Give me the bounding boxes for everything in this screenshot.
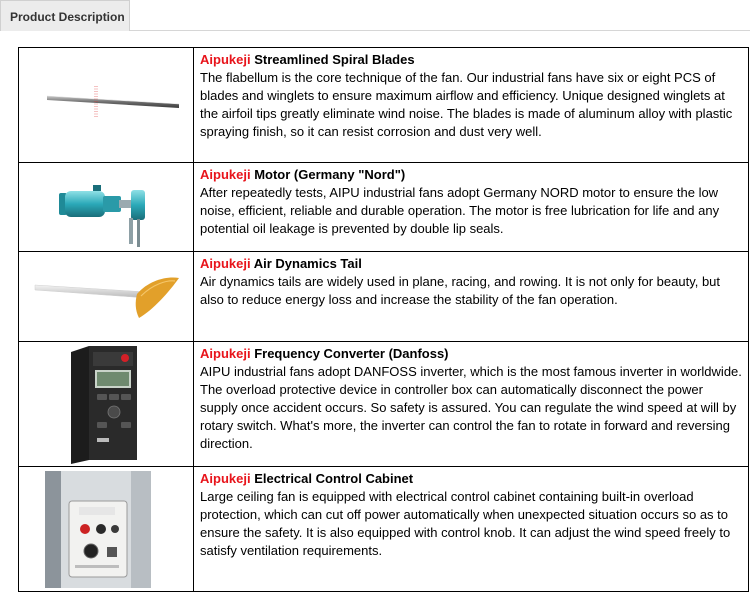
- product-name: Frequency Converter (Danfoss): [250, 346, 449, 361]
- product-title: [200, 51, 742, 68]
- brand-name: Aipukeji: [200, 167, 251, 182]
- image-cell: [19, 252, 194, 342]
- product-title: [200, 255, 742, 272]
- table-row: [19, 252, 749, 342]
- product-title: [200, 166, 742, 183]
- product-name: Air Dynamics Tail: [250, 256, 362, 271]
- product-name: Streamlined Spiral Blades: [250, 52, 415, 67]
- brand-name: Aipukeji: [200, 471, 251, 486]
- table-row: [19, 163, 749, 252]
- product-title: [200, 345, 742, 362]
- brand-name: Aipukeji: [200, 52, 251, 67]
- image-cell: [19, 48, 194, 163]
- table-row: [19, 467, 749, 592]
- product-description: Air dynamics tails are widely used in plane, racing, and rowing. It is not only for beauty, but also to reduce energy loss and increase the stability of the fan operation.: [200, 274, 721, 307]
- product-description: AIPU industrial fans adopt DANFOSS inverter, which is the most famous inverter in worldwide. The overload protective device in controller box can automatically disconnect the power supply once accident occurs. So safety is assured. You can regulate the wind speed at will by rotary switch. What's more, the inverter can control the fan to rotate in forward and reversing direction.: [200, 364, 742, 451]
- product-table: [18, 47, 749, 592]
- tab-bar: [0, 0, 750, 31]
- image-cell: [19, 467, 194, 592]
- table-row: [19, 342, 749, 467]
- product-text-cell: [194, 163, 749, 252]
- brand-name: Aipukeji: [200, 346, 251, 361]
- product-text-cell: [194, 252, 749, 342]
- product-title: [200, 470, 742, 487]
- image-cell: [19, 163, 194, 252]
- product-text-cell: [194, 48, 749, 163]
- image-cell: [19, 342, 194, 467]
- product-text-cell: [194, 467, 749, 592]
- product-text-cell: [194, 342, 749, 467]
- product-name: Motor (Germany "Nord"): [250, 167, 406, 182]
- product-description: Large ceiling fan is equipped with electrical control cabinet containing built-in overload protection, which can cut off power automatically when unexpected situation occurs so as to ensure the safety. It is also equipped with control knob. It can adjust the wind speed freely to satisfy ventilation requirements.: [200, 489, 731, 558]
- product-description: The flabellum is the core technique of the fan. Our industrial fans have six or eight PCS of blades and winglets to ensure maximum airflow and efficiency. Unique designed winglets at the airfoil tips greatly eliminate wind noise. The blades is made of aluminum alloy with plastic spraying finish, so it can resist corrosion and dust very well.: [200, 70, 733, 139]
- product-name: Electrical Control Cabinet: [250, 471, 414, 486]
- product-description: After repeatedly tests, AIPU industrial fans adopt Germany NORD motor to ensure the low noise, efficient, reliable and durable operation. The motor is free lubrication for life and any potential oil leakage is prevented by double lip seals.: [200, 185, 720, 236]
- table-row: [19, 48, 749, 163]
- tab-product-description[interactable]: [0, 0, 130, 31]
- brand-name: Aipukeji: [200, 256, 251, 271]
- tab-label: Product Description: [10, 10, 125, 24]
